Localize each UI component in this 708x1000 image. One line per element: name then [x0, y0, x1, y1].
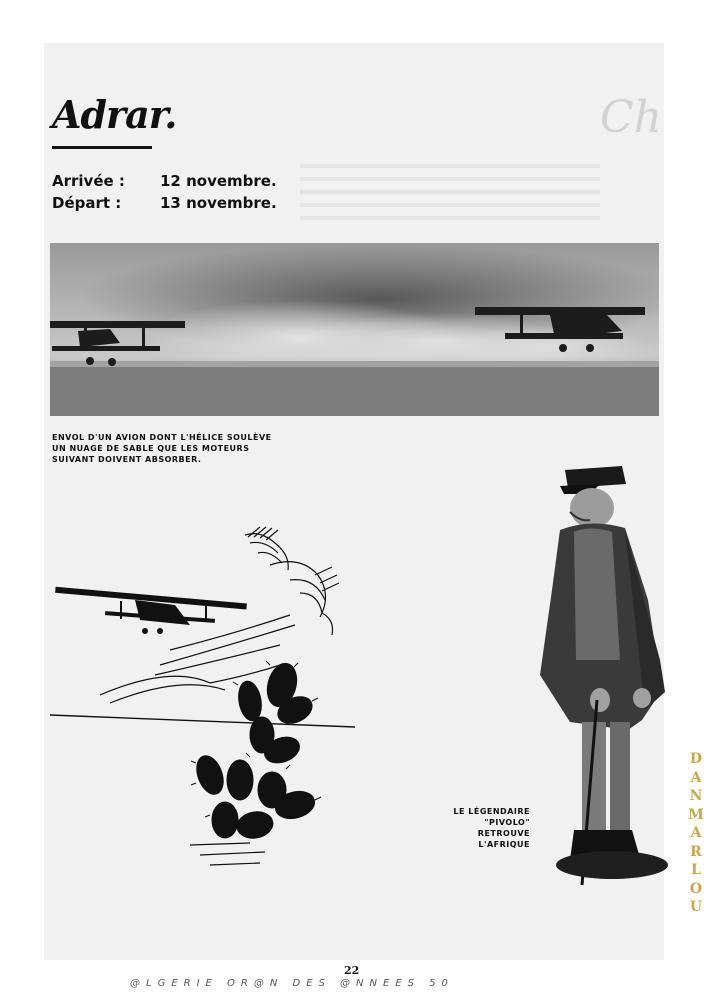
departure-label: Départ : [52, 194, 122, 212]
departure-line [52, 192, 277, 214]
photo-caption-line: SUIVANT DOIVENT ABSORBER. [52, 455, 202, 464]
page-number: 22 [344, 964, 360, 977]
side-watermark: DANMARLOU [688, 751, 704, 915]
desert-illustration [50, 525, 360, 890]
portrait-caption [440, 806, 530, 850]
photo-caption-line: UN NUAGE DE SABLE QUE LES MOTEURS [52, 444, 250, 453]
arrival-line [52, 170, 277, 192]
cactus [192, 660, 318, 841]
bleed-through-text: Ch [600, 92, 663, 143]
arrival-label: Arrivée : [52, 172, 125, 190]
bleed-through-lines [300, 155, 600, 229]
portrait-photo [530, 460, 670, 890]
footer-text: @LGERIE OR@N DES @NNEES 50 [130, 978, 454, 989]
takeoff-photo [50, 243, 659, 416]
photo-caption-line: ENVOL D'UN AVION DONT L'HÉLICE SOULÈVE [52, 433, 272, 442]
portrait-caption-line: LE LÉGENDAIRE [453, 807, 530, 816]
title-underline [52, 146, 152, 149]
portrait-caption-line: L'AFRIQUE [478, 840, 530, 849]
portrait-caption-line: "PIVOLO" [484, 818, 530, 827]
departure-value: 13 novembre. [160, 194, 277, 212]
illustration-plane [55, 587, 247, 634]
page-title: Adrar. [52, 92, 177, 137]
dates-block [52, 170, 277, 214]
arrival-value: 12 novembre. [160, 172, 277, 190]
portrait-caption-line: RETROUVE [477, 829, 530, 838]
photo-caption [52, 432, 272, 465]
